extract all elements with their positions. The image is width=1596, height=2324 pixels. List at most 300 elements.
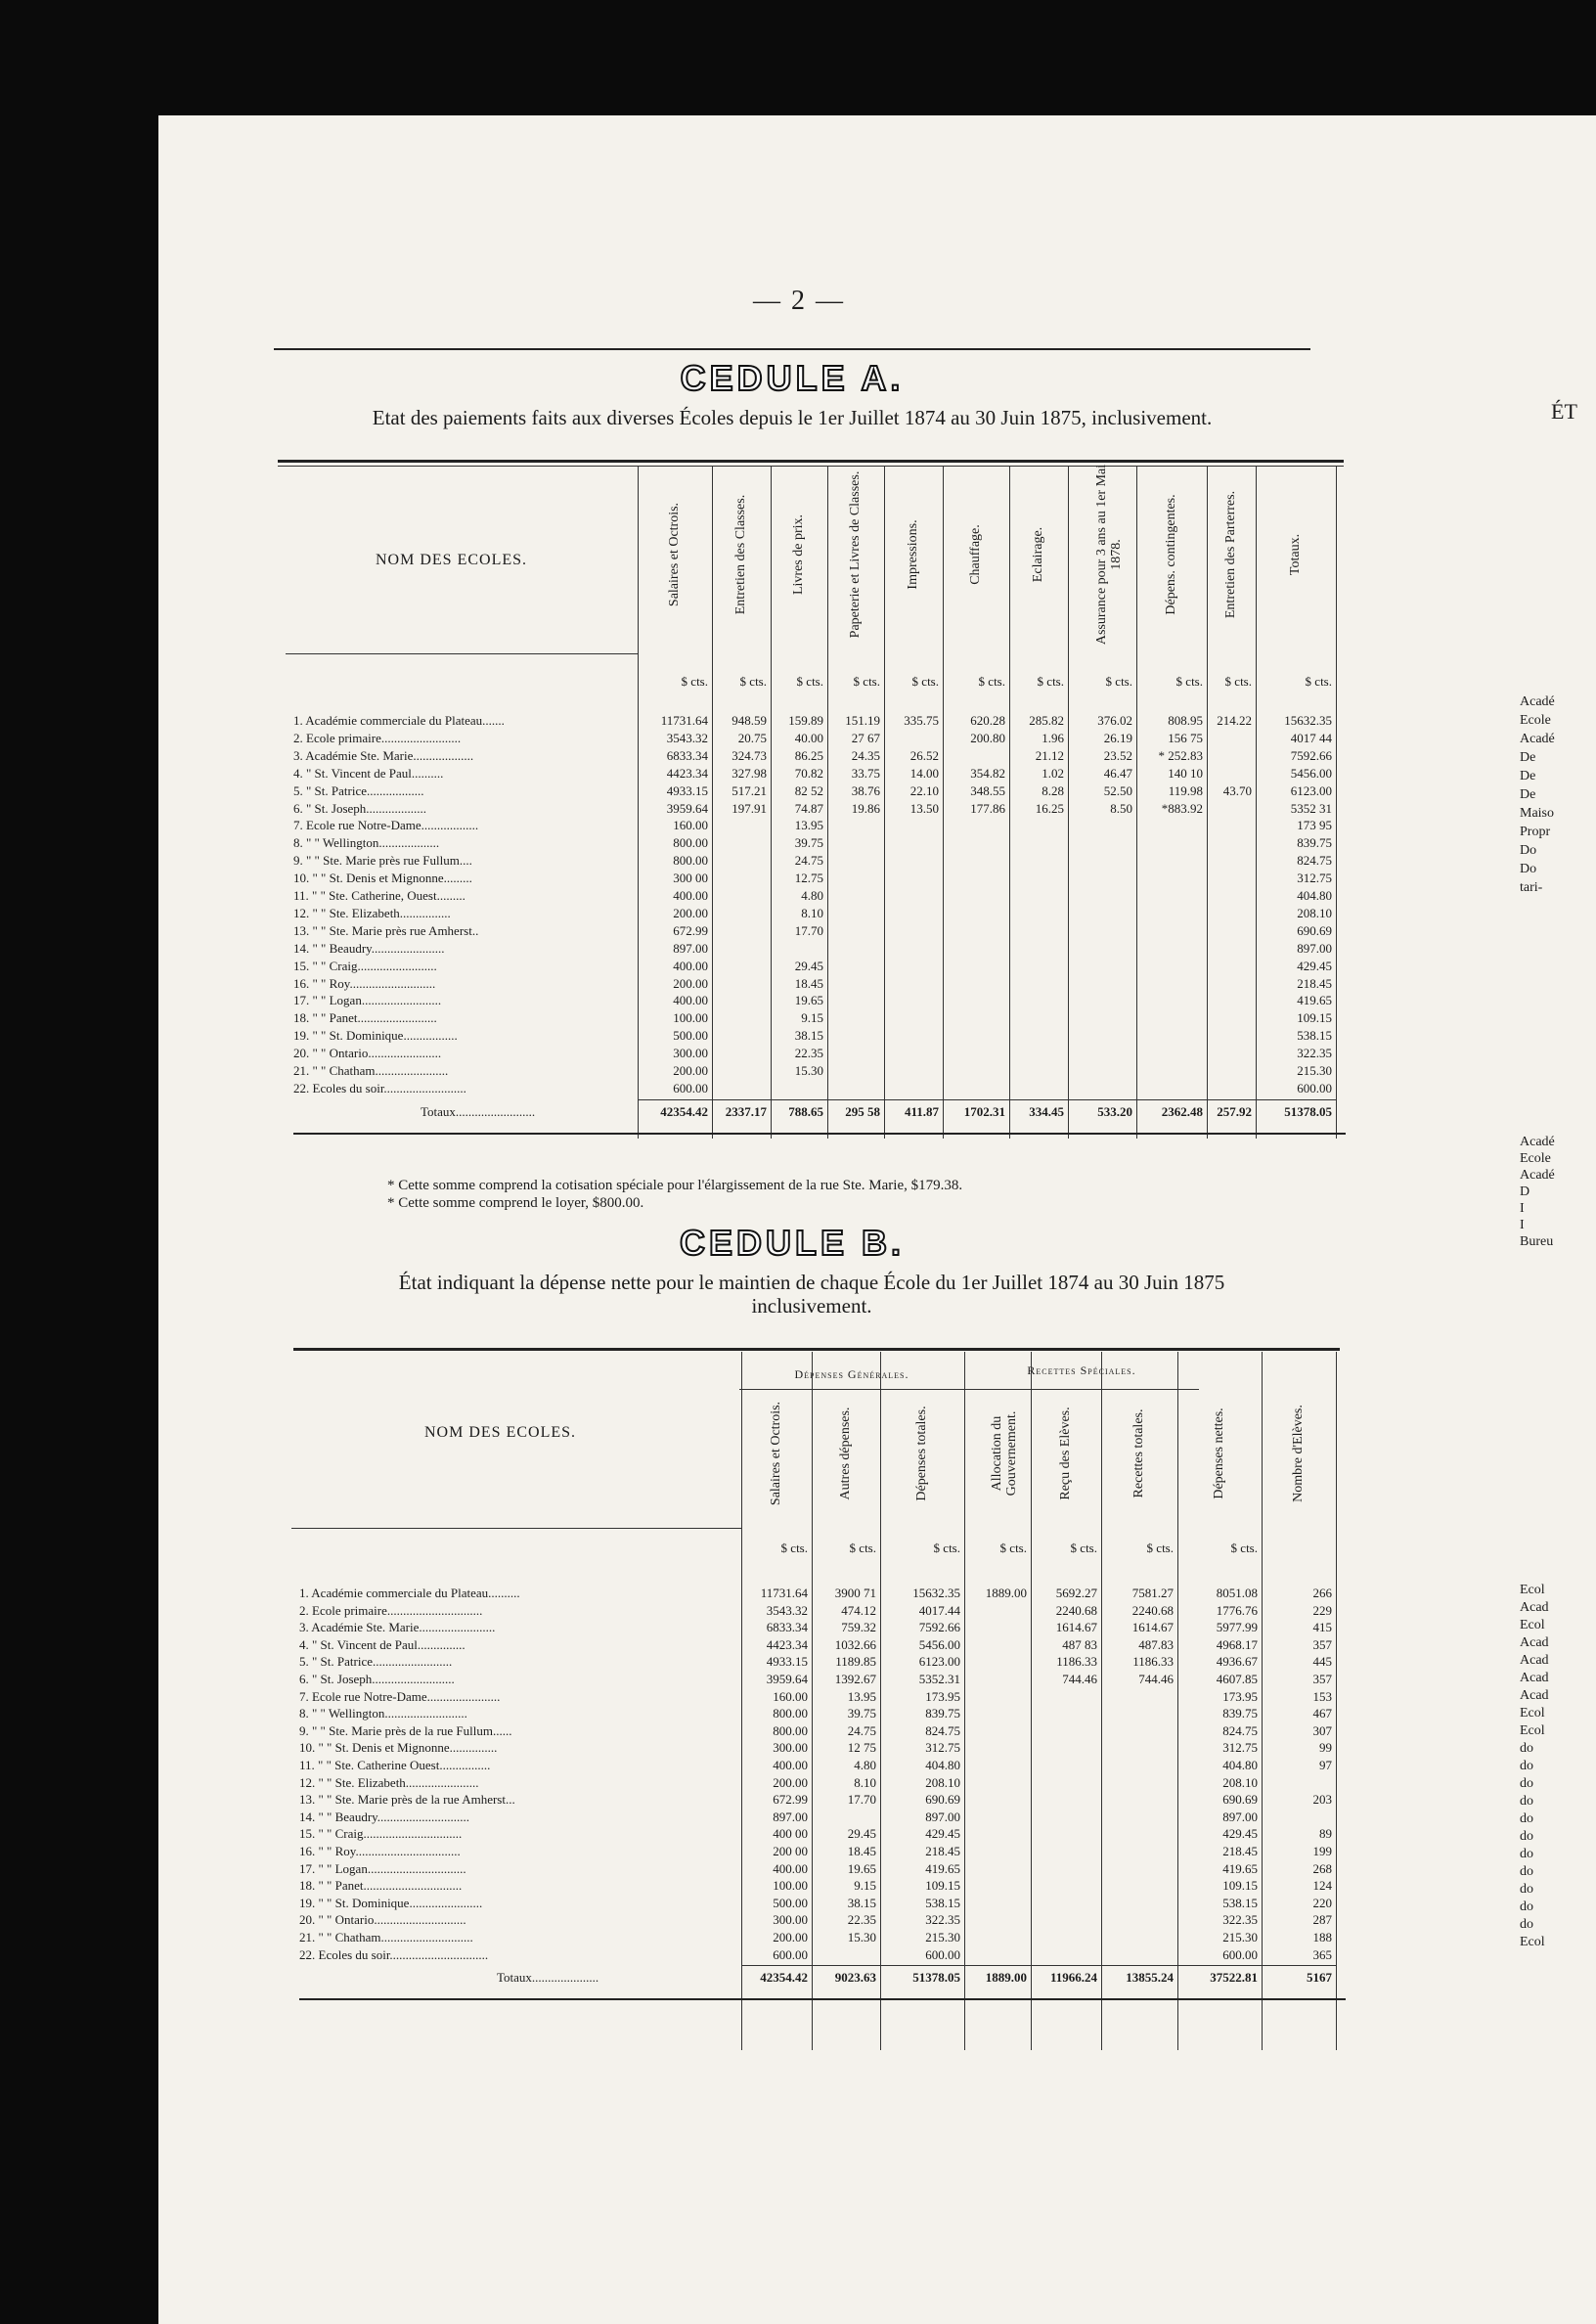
adjacent-text: Ecol (1520, 1706, 1545, 1721)
total-cell: 788.65 (788, 1103, 823, 1119)
adjacent-text: Ecole (1520, 713, 1551, 728)
table-cell: 15632.35 (1284, 713, 1332, 728)
table-cell: 322.35 (1297, 1046, 1332, 1061)
table-cell: 22.35 (847, 1912, 876, 1928)
school-row-label: 16. " " Roy........................... (293, 975, 436, 991)
table-cell: 153 (1312, 1688, 1332, 1704)
table-cell: 19.65 (794, 993, 823, 1008)
table-cell: 5456.00 (1290, 765, 1332, 781)
table-cell: 86.25 (794, 747, 823, 763)
table-cell: 429.45 (1222, 1826, 1258, 1842)
table-cell: 487 83 (1062, 1636, 1097, 1652)
group-depenses-generales: Dépenses Générales. (794, 1367, 909, 1381)
table-cell: 24.35 (851, 747, 880, 763)
school-row-label: 14. " " Beaudry............................. (299, 1809, 470, 1824)
table-cell: 11731.64 (660, 713, 708, 728)
table-cell: 4017.44 (918, 1602, 960, 1618)
total-cell: 9023.63 (834, 1970, 876, 1986)
total-cell: 295 58 (845, 1103, 880, 1119)
table-cell: 208.10 (1222, 1774, 1258, 1790)
table-cell: 690.69 (1222, 1792, 1258, 1808)
table-cell: 229 (1312, 1602, 1332, 1618)
table-cell: 3543.32 (766, 1602, 808, 1618)
table-cell: 415 (1312, 1620, 1332, 1635)
school-row-label: 9. " " Ste. Marie près de la rue Fullum...... (299, 1722, 512, 1738)
unit-label: $ cts. (780, 1541, 808, 1555)
table-cell: 538.15 (1297, 1028, 1332, 1044)
table-cell: 6123.00 (918, 1654, 960, 1670)
table-cell: 1032.66 (834, 1636, 876, 1652)
table-cell: 4.80 (801, 888, 823, 903)
table-cell: 173 95 (1297, 818, 1332, 833)
table-cell: 5977.99 (1216, 1620, 1258, 1635)
table-cell: 474.12 (841, 1602, 876, 1618)
adjacent-text: Do (1520, 862, 1537, 876)
table-bottom-rule (293, 1133, 1346, 1135)
table-cell: 124 (1312, 1878, 1332, 1894)
table-cell: 160.00 (673, 818, 708, 833)
adjacent-text: Ecole (1520, 1151, 1551, 1166)
table-cell: 9.15 (801, 1010, 823, 1026)
table-cell: 404.80 (1222, 1758, 1258, 1772)
school-row-label: 16. " " Roy................................. (299, 1844, 461, 1858)
table-cell: 600.00 (1297, 1080, 1332, 1095)
cedule-a-subtitle: Etat des paiements faits aux diverses Écoles depuis le 1er Juillet 1874 au 30 Juin 1875, inclusivement. (372, 406, 1213, 429)
table-cell: 33.75 (851, 765, 880, 781)
table-cell: 12 75 (847, 1740, 876, 1756)
school-row-label: 20. " " Ontario....................... (293, 1046, 442, 1061)
adjacent-text: Ecol (1520, 1618, 1545, 1632)
table-cell: 800.00 (673, 835, 708, 851)
adjacent-page-strip (1512, 0, 1596, 2324)
total-cell: 11966.24 (1049, 1970, 1097, 1986)
adjacent-text: D (1520, 1184, 1530, 1199)
table-cell: 19.65 (847, 1860, 876, 1876)
table-b-head-rule (291, 1528, 741, 1529)
table-cell: 20.75 (737, 730, 767, 745)
school-row-label: 11. " " Ste. Catherine Ouest................ (299, 1758, 491, 1772)
column-rule (1336, 1352, 1337, 2050)
total-cell: 1702.31 (963, 1103, 1005, 1119)
table-cell: 70.82 (794, 765, 823, 781)
table-cell: 173.95 (1222, 1688, 1258, 1704)
table-cell: 839.75 (1297, 835, 1332, 851)
school-row-label: 4. " St. Vincent de Paul............... (299, 1636, 466, 1652)
table-cell: 218.45 (1297, 975, 1332, 991)
table-b-top-rule (293, 1348, 1340, 1351)
table-cell: 2240.68 (1131, 1602, 1174, 1618)
table-cell: 266 (1312, 1586, 1332, 1600)
school-row-label: 8. " " Wellington.......................... (299, 1706, 467, 1721)
table-a-name-header: NOM DES ECOLES. (376, 552, 528, 568)
adjacent-text: Propr (1520, 825, 1551, 839)
table-cell: 600.00 (673, 1080, 708, 1095)
school-row-label: 7. Ecole rue Notre-Dame....................... (299, 1688, 501, 1704)
unit-label: $ cts. (1105, 674, 1132, 689)
table-cell: 327.98 (732, 765, 767, 781)
table-cell: 8051.08 (1216, 1586, 1258, 1600)
column-header: Dépenses nettes. (1212, 1408, 1226, 1499)
table-cell: 404.80 (1297, 888, 1332, 903)
table-cell: 268 (1312, 1860, 1332, 1876)
school-row-label: 3. Académie Ste. Marie........................ (299, 1620, 496, 1635)
cedule-b-title: CEDULE B. (679, 1223, 905, 1263)
table-cell: 109.15 (1222, 1878, 1258, 1894)
school-row-label: 5. " St. Patrice.................. (293, 782, 424, 798)
table-cell: 7592.66 (918, 1620, 960, 1635)
total-cell: 411.87 (904, 1103, 939, 1119)
table-cell: 8.10 (801, 905, 823, 920)
school-row-label: 19. " " St. Dominique....................... (299, 1895, 483, 1910)
table-cell: 173.95 (925, 1688, 960, 1704)
school-row-label: 12. " " Ste. Elizabeth....................... (299, 1774, 479, 1790)
table-cell: 203 (1312, 1792, 1332, 1808)
adjacent-text: Acad (1520, 1671, 1549, 1685)
table-cell: 948.59 (732, 713, 767, 728)
table-cell: 300.00 (673, 1046, 708, 1061)
table-cell: 348.55 (970, 782, 1005, 798)
table-cell: 46.47 (1103, 765, 1132, 781)
table-cell: 208.10 (925, 1774, 960, 1790)
unit-label: $ cts. (796, 674, 823, 689)
table-cell: 500.00 (673, 1028, 708, 1044)
table-cell: 220 (1312, 1895, 1332, 1910)
table-cell: 824.75 (925, 1722, 960, 1738)
adjacent-text: I (1520, 1201, 1525, 1216)
table-cell: 200.00 (673, 905, 708, 920)
total-cell: 42354.42 (660, 1103, 708, 1119)
school-row-label: 15. " " Craig......................... (293, 958, 437, 973)
table-cell: 26.52 (909, 747, 939, 763)
adjacent-text: Acadé (1520, 732, 1555, 746)
table-cell: 7581.27 (1131, 1586, 1174, 1600)
table-cell: 897.00 (1297, 940, 1332, 956)
adjacent-text: De (1520, 787, 1536, 802)
totals-rule (741, 1965, 1336, 1966)
total-cell: 334.45 (1029, 1103, 1064, 1119)
table-cell: 897.00 (1222, 1809, 1258, 1824)
unit-label: $ cts. (1305, 674, 1332, 689)
table-cell: 300 00 (673, 871, 708, 886)
table-cell: 23.52 (1103, 747, 1132, 763)
table-cell: 824.75 (1222, 1722, 1258, 1738)
table-cell: *883.92 (1161, 800, 1203, 816)
adjacent-text: Ecol (1520, 1935, 1545, 1949)
table-cell: 214.22 (1217, 713, 1252, 728)
table-cell: 151.19 (845, 713, 880, 728)
column-header: Entretien des Parterres. (1223, 490, 1238, 619)
table-cell: 14.00 (909, 765, 939, 781)
page-number: — 2 — (753, 286, 845, 316)
school-row-label: 1. Académie commerciale du Plateau....... (293, 713, 505, 728)
table-cell: 824.75 (1297, 853, 1332, 869)
table-cell: 744.46 (1138, 1672, 1174, 1686)
table-cell: 467 (1312, 1706, 1332, 1721)
cedule-b-subtitle-1: État indiquant la dépense nette pour le maintien de chaque École du 1er Juillet 1874 au 30 Juin 1875 (398, 1271, 1225, 1294)
table-cell: 690.69 (1297, 922, 1332, 938)
table-cell: 6833.34 (666, 747, 708, 763)
table-cell: 335.75 (904, 713, 939, 728)
table-cell: 897.00 (673, 940, 708, 956)
school-row-label: 17. " " Logan......................... (293, 993, 442, 1008)
school-row-label: 6. " St. Joseph.......................... (299, 1672, 455, 1686)
table-cell: 208.10 (1297, 905, 1332, 920)
table-cell: * 252.83 (1158, 747, 1203, 763)
table-a-head-rule (286, 653, 638, 654)
school-row-label: 18. " " Panet............................... (299, 1878, 463, 1894)
table-cell: 808.95 (1168, 713, 1203, 728)
table-cell: 300.00 (773, 1740, 808, 1756)
table-cell: 197.91 (732, 800, 767, 816)
school-row-label: 14. " " Beaudry....................... (293, 940, 445, 956)
table-cell: 82 52 (794, 782, 823, 798)
total-cell: 51378.05 (1284, 1103, 1332, 1119)
table-cell: 400.00 (673, 993, 708, 1008)
table-cell: 2240.68 (1055, 1602, 1097, 1618)
adjacent-text: De (1520, 750, 1536, 765)
adjacent-text: Acad (1520, 1635, 1549, 1650)
school-row-label: 17. " " Logan............................... (299, 1860, 466, 1876)
top-rule (274, 348, 1310, 350)
table-cell: 744.46 (1062, 1672, 1097, 1686)
unit-label: $ cts. (1146, 1541, 1174, 1555)
school-row-label: 7. Ecole rue Notre-Dame.................. (293, 818, 479, 833)
adjacent-heading: ÉT (1551, 399, 1577, 424)
adjacent-text: do (1520, 1794, 1533, 1809)
table-cell: 19.86 (851, 800, 880, 816)
group-rule (739, 1389, 1199, 1390)
table-cell: 38.15 (794, 1028, 823, 1044)
table-cell: 7592.66 (1290, 747, 1332, 763)
table-cell: 15.30 (847, 1930, 876, 1944)
unit-label: $ cts. (933, 1541, 960, 1555)
adjacent-text: do (1520, 1847, 1533, 1861)
table-cell: 215.30 (1222, 1930, 1258, 1944)
column-header: Dépenses totales. (914, 1406, 929, 1501)
table-cell: 3900 71 (834, 1586, 876, 1600)
table-cell: 89 (1319, 1826, 1332, 1842)
document-page (158, 115, 1596, 2324)
unit-label: $ cts. (849, 1541, 876, 1555)
table-cell: 839.75 (1222, 1706, 1258, 1721)
unit-label: $ cts. (911, 674, 939, 689)
table-cell: 188 (1312, 1930, 1332, 1944)
table-cell: 24.75 (794, 853, 823, 869)
table-cell: 11731.64 (760, 1586, 808, 1600)
school-row-label: 11. " " Ste. Catherine, Ouest......... (293, 888, 466, 903)
column-header: Impressions. (906, 519, 920, 590)
column-header: Dépens. contingentes. (1164, 494, 1178, 615)
adjacent-text: Ecol (1520, 1583, 1545, 1597)
table-cell: 404.80 (925, 1758, 960, 1772)
school-row-label: 13. " " Ste. Marie près de la rue Amherst... (299, 1792, 515, 1808)
total-cell: 42354.42 (760, 1970, 808, 1986)
column-header: Assurance pour 3 ans au 1er Mai 1878. (1094, 464, 1124, 646)
table-cell: 100.00 (673, 1010, 708, 1026)
table-cell: 3959.64 (666, 800, 708, 816)
table-cell: 517.21 (732, 782, 767, 798)
column-header: Autres dépenses. (838, 1407, 853, 1500)
table-cell: 38.76 (851, 782, 880, 798)
total-cell: 13855.24 (1126, 1970, 1174, 1986)
table-cell: 400.00 (673, 958, 708, 973)
table-cell: 419.65 (1222, 1860, 1258, 1876)
table-cell: 300.00 (773, 1912, 808, 1928)
column-header: Chauffage. (968, 524, 983, 585)
total-cell: 51378.05 (912, 1970, 960, 1986)
table-cell: 200.00 (773, 1774, 808, 1790)
adjacent-text: Acadé (1520, 694, 1555, 709)
table-cell: 400 00 (773, 1826, 808, 1842)
total-cell: 2362.48 (1161, 1103, 1203, 1119)
column-header: Salaires et Octrois. (769, 1401, 783, 1506)
table-cell: 400.00 (673, 888, 708, 903)
table-a-top-rule-2 (278, 466, 1344, 467)
footnote-1: * Cette somme comprend la cotisation spéciale pour l'élargissement de la rue Ste. Marie, $179.38. (387, 1178, 963, 1193)
table-cell: 119.98 (1168, 782, 1203, 798)
unit-label: $ cts. (1175, 674, 1203, 689)
adjacent-text: Acad (1520, 1688, 1549, 1703)
table-cell: 690.69 (925, 1792, 960, 1808)
table-cell: 15.30 (794, 1063, 823, 1078)
group-recettes-speciales: Recettes Spéciales. (1027, 1363, 1136, 1377)
cedule-a-title: CEDULE A. (680, 358, 905, 398)
column-header: Nombre d'Elèves. (1291, 1405, 1306, 1502)
table-cell: 538.15 (1222, 1895, 1258, 1910)
table-cell: 4423.34 (666, 765, 708, 781)
table-cell: 40.00 (794, 730, 823, 745)
table-cell: 8.50 (1110, 800, 1132, 816)
table-a-top-rule (278, 460, 1344, 463)
unit-label: $ cts. (739, 674, 767, 689)
table-cell: 22.10 (909, 782, 939, 798)
table-cell: 4423.34 (766, 1636, 808, 1652)
table-cell: 109.15 (925, 1878, 960, 1894)
column-header: Entretien des Classes. (733, 494, 748, 615)
unit-label: $ cts. (1230, 1541, 1258, 1555)
unit-label: $ cts. (853, 674, 880, 689)
total-cell: 5167 (1307, 1970, 1332, 1986)
table-cell: 200.00 (673, 975, 708, 991)
adjacent-text: Acadé (1520, 1168, 1555, 1183)
table-cell: 200 00 (773, 1844, 808, 1858)
table-cell: 3959.64 (766, 1672, 808, 1686)
table-cell: 1614.67 (1131, 1620, 1174, 1635)
table-cell: 839.75 (925, 1706, 960, 1721)
school-row-label: 12. " " Ste. Elizabeth................ (293, 905, 451, 920)
school-row-label: 15. " " Craig............................... (299, 1826, 463, 1842)
table-cell: 1.96 (1042, 730, 1064, 745)
school-row-label: 5. " St. Patrice......................... (299, 1654, 453, 1670)
table-cell: 29.45 (847, 1826, 876, 1842)
table-cell: 4936.67 (1216, 1654, 1258, 1670)
adjacent-text: do (1520, 1882, 1533, 1897)
column-header: Papeterie et Livres de Classes. (848, 470, 863, 639)
table-cell: 897.00 (925, 1809, 960, 1824)
table-cell: 159.89 (788, 713, 823, 728)
table-cell: 4017 44 (1290, 730, 1332, 745)
table-cell: 215.30 (925, 1930, 960, 1944)
adjacent-text: do (1520, 1776, 1533, 1791)
total-cell: 2337.17 (725, 1103, 767, 1119)
adjacent-text: do (1520, 1917, 1533, 1932)
column-rule (1101, 1352, 1102, 2050)
totals-label: Totaux......................... (421, 1103, 536, 1119)
adjacent-text: do (1520, 1811, 1533, 1826)
school-row-label: 18. " " Panet......................... (293, 1010, 437, 1026)
table-bottom-rule (299, 1998, 1346, 2000)
table-cell: 4.80 (854, 1758, 876, 1772)
table-cell: 400.00 (773, 1860, 808, 1876)
table-cell: 1186.33 (1056, 1654, 1097, 1670)
table-cell: 52.50 (1103, 782, 1132, 798)
table-cell: 1.02 (1042, 765, 1064, 781)
unit-label: $ cts. (999, 1541, 1027, 1555)
table-cell: 17.70 (794, 922, 823, 938)
column-rule (1336, 466, 1337, 1139)
table-cell: 322.35 (1222, 1912, 1258, 1928)
table-cell: 156 75 (1168, 730, 1203, 745)
adjacent-text: do (1520, 1864, 1533, 1879)
table-cell: 21.12 (1035, 747, 1064, 763)
unit-label: $ cts. (978, 674, 1005, 689)
table-cell: 218.45 (1222, 1844, 1258, 1858)
school-row-label: 19. " " St. Dominique................. (293, 1028, 458, 1044)
table-cell: 500.00 (773, 1895, 808, 1910)
table-cell: 6833.34 (766, 1620, 808, 1635)
table-cell: 672.99 (673, 922, 708, 938)
table-cell: 800.00 (773, 1706, 808, 1721)
table-cell: 897.00 (773, 1809, 808, 1824)
table-cell: 218.45 (925, 1844, 960, 1858)
table-cell: 160.00 (773, 1688, 808, 1704)
table-cell: 800.00 (673, 853, 708, 869)
school-row-label: 8. " " Wellington................... (293, 835, 440, 851)
table-cell: 200.00 (673, 1063, 708, 1078)
school-row-label: 22. Ecoles du soir.......................... (293, 1080, 466, 1095)
adjacent-text: tari- (1520, 880, 1543, 895)
table-cell: 312.75 (925, 1740, 960, 1756)
school-row-label: 21. " " Chatham....................... (293, 1063, 449, 1078)
adjacent-text: do (1520, 1899, 1533, 1914)
table-b-name-header: NOM DES ECOLES. (424, 1424, 577, 1441)
table-cell: 600.00 (773, 1946, 808, 1962)
adjacent-text: Do (1520, 843, 1537, 858)
table-cell: 1392.67 (834, 1672, 876, 1686)
table-cell: 26.19 (1103, 730, 1132, 745)
total-cell: 1889.00 (985, 1970, 1027, 1986)
adjacent-text: I (1520, 1218, 1525, 1232)
table-cell: 312.75 (1222, 1740, 1258, 1756)
table-cell: 100.00 (773, 1878, 808, 1894)
table-cell: 487.83 (1138, 1636, 1174, 1652)
unit-label: $ cts. (1224, 674, 1252, 689)
school-row-label: 6. " St. Joseph................... (293, 800, 427, 816)
school-row-label: 2. Ecole primaire.............................. (299, 1602, 483, 1618)
school-row-label: 10. " " St. Denis et Mignonne......... (293, 871, 472, 886)
adjacent-text: Acadé (1520, 1135, 1555, 1149)
school-row-label: 22. Ecoles du soir............................... (299, 1946, 489, 1962)
table-cell: 1889.00 (985, 1586, 1027, 1600)
column-header: Recettes totales. (1131, 1408, 1146, 1498)
adjacent-text: do (1520, 1759, 1533, 1773)
table-cell: 9.15 (854, 1878, 876, 1894)
table-cell: 4607.85 (1216, 1672, 1258, 1686)
school-row-label: 9. " " Ste. Marie près rue Fullum.... (293, 853, 472, 869)
table-cell: 109.15 (1297, 1010, 1332, 1026)
table-cell: 74.87 (794, 800, 823, 816)
column-header: Eclairage. (1031, 526, 1045, 583)
